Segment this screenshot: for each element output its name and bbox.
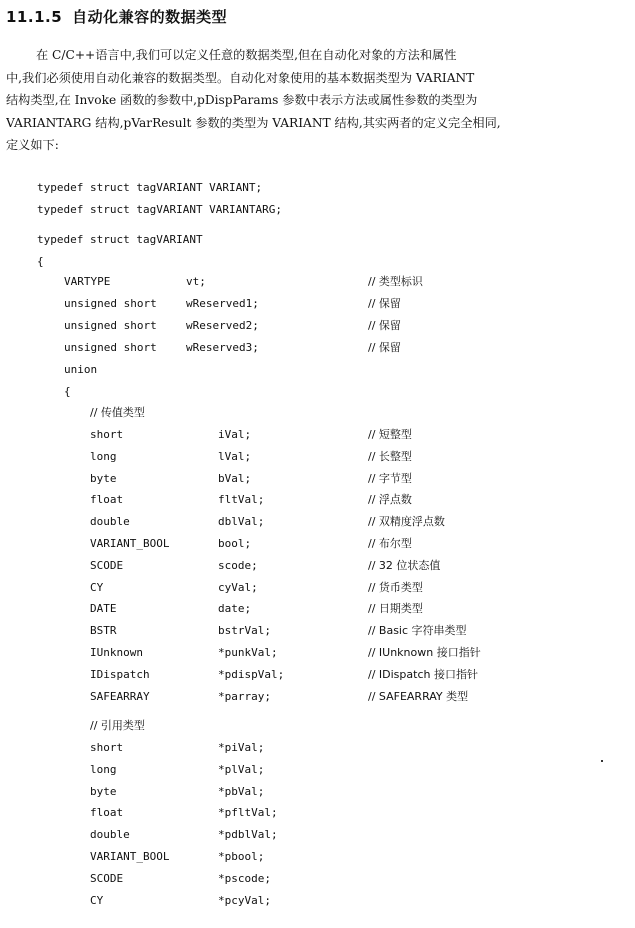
typedef-line: typedef struct tagVARIANT VARIANTARG;	[37, 203, 283, 216]
field-comment: // 字节型	[368, 471, 412, 485]
field-type: SCODE	[90, 871, 124, 885]
field-comment: // 短整型	[368, 428, 412, 441]
paragraph-line: VARIANTARG 结构,pVarResult 参数的类型为 VARIANT 结构,其实两者的定义完全相同,	[6, 115, 501, 130]
field-comment: // 32 位状态值	[368, 558, 441, 572]
paragraph-line: 中,我们必须使用自动化兼容的数据类型。自动化对象使用的基本数据类型为 VARIANT	[6, 70, 475, 85]
field-name: *plVal;	[218, 762, 265, 776]
union-keyword: union	[64, 363, 98, 376]
field-row	[0, 471, 600, 487]
field-row	[0, 340, 600, 356]
paragraph-line: 结构类型,在 Invoke 函数的参数中,pDispParams 参数中表示方法或属性参数的类型为	[6, 93, 478, 107]
field-row	[0, 558, 600, 574]
field-comment: // SAFEARRAY 类型	[368, 689, 469, 703]
intro-paragraph	[6, 44, 628, 157]
field-type: IUnknown	[90, 646, 143, 659]
field-name: date;	[218, 602, 252, 616]
field-comment: // 货币类型	[368, 580, 423, 594]
value-section-comment: // 传值类型	[90, 406, 145, 419]
field-comment: // 日期类型	[368, 602, 423, 616]
field-row	[0, 274, 600, 290]
field-name: bstrVal;	[218, 624, 271, 638]
field-comment: // IDispatch 接口指针	[368, 667, 478, 681]
field-type: float	[90, 493, 124, 507]
field-type: short	[90, 428, 124, 441]
field-comment: // 保留	[368, 319, 401, 332]
field-row	[0, 667, 600, 683]
open-brace: {	[37, 255, 44, 268]
field-name: fltVal;	[218, 493, 265, 507]
field-row	[0, 296, 600, 312]
typedef-line: typedef struct tagVARIANT VARIANT;	[37, 181, 263, 194]
field-row	[0, 318, 600, 334]
field-row	[0, 492, 600, 508]
field-type: float	[90, 806, 124, 820]
field-comment: // 保留	[368, 341, 401, 354]
field-name: bool;	[218, 537, 252, 550]
field-row	[0, 849, 600, 865]
field-type: byte	[90, 471, 117, 485]
field-name: iVal;	[218, 428, 252, 441]
field-comment: // Basic 字符串类型	[368, 624, 467, 638]
field-comment: // 双精度浮点数	[368, 515, 445, 529]
field-name: *pscode;	[218, 871, 271, 885]
field-name: *pdispVal;	[218, 667, 285, 681]
field-name: wReserved3;	[186, 341, 259, 354]
typedef-line: typedef struct tagVARIANT	[37, 233, 203, 246]
field-row	[0, 601, 600, 617]
field-comment: // 保留	[368, 297, 401, 310]
field-name: *piVal;	[218, 741, 265, 754]
field-name: *pbVal;	[218, 784, 265, 798]
field-row	[0, 871, 600, 887]
field-row	[0, 536, 600, 552]
field-type: SAFEARRAY	[90, 689, 150, 703]
field-comment: // 浮点数	[368, 493, 412, 507]
field-comment: // 类型标识	[368, 275, 423, 288]
field-type: unsigned short	[64, 297, 157, 310]
field-type: VARIANT_BOOL	[90, 537, 170, 550]
field-type: double	[90, 515, 130, 529]
section-title: 自动化兼容的数据类型	[72, 8, 228, 26]
field-name: *parray;	[218, 689, 271, 703]
field-name: scode;	[218, 558, 258, 572]
field-type: byte	[90, 784, 117, 798]
field-type: unsigned short	[64, 341, 157, 354]
field-type: VARIANT_BOOL	[90, 850, 170, 863]
field-name: vt;	[186, 275, 206, 288]
field-name: lVal;	[218, 449, 252, 463]
field-type: CY	[90, 580, 104, 594]
field-type: short	[90, 741, 124, 754]
scan-speck	[601, 760, 603, 762]
section-number: 11.1.5	[6, 8, 63, 26]
field-name: *punkVal;	[218, 646, 278, 659]
field-row	[0, 689, 600, 705]
field-row	[0, 762, 600, 778]
section-heading	[6, 6, 227, 27]
field-comment: // 长整型	[368, 449, 412, 463]
field-row	[0, 893, 600, 909]
field-type: VARTYPE	[64, 275, 111, 288]
ref-section-comment: // 引用类型	[90, 719, 145, 732]
field-name: wReserved1;	[186, 297, 259, 310]
field-type: SCODE	[90, 558, 124, 572]
field-name: *pfltVal;	[218, 806, 278, 820]
field-row	[0, 580, 600, 596]
field-name: *pcyVal;	[218, 893, 271, 907]
field-row	[0, 514, 600, 530]
field-row	[0, 805, 600, 821]
field-name: cyVal;	[218, 580, 258, 594]
field-row	[0, 427, 600, 443]
field-type: long	[90, 449, 117, 463]
field-type: BSTR	[90, 624, 117, 638]
field-type: CY	[90, 893, 104, 907]
field-name: dblVal;	[218, 515, 265, 529]
field-comment: // 布尔型	[368, 537, 412, 550]
field-row	[0, 827, 600, 843]
field-row	[0, 449, 600, 465]
field-name: *pdblVal;	[218, 828, 278, 842]
field-name: *pbool;	[218, 850, 265, 863]
field-name: bVal;	[218, 471, 252, 485]
field-row	[0, 623, 600, 639]
field-row	[0, 784, 600, 800]
field-type: long	[90, 762, 117, 776]
paragraph-line: 在 C/C++语言中,我们可以定义任意的数据类型,但在自动化对象的方法和属性	[36, 48, 457, 62]
field-row	[0, 740, 600, 756]
field-name: wReserved2;	[186, 319, 259, 332]
field-type: unsigned short	[64, 319, 157, 332]
field-type: double	[90, 828, 130, 842]
field-type: IDispatch	[90, 667, 150, 681]
paragraph-line: 定义如下:	[6, 138, 59, 152]
union-brace: {	[64, 385, 71, 398]
field-row	[0, 645, 600, 661]
field-type: DATE	[90, 602, 117, 616]
field-comment: // IUnknown 接口指针	[368, 646, 481, 659]
